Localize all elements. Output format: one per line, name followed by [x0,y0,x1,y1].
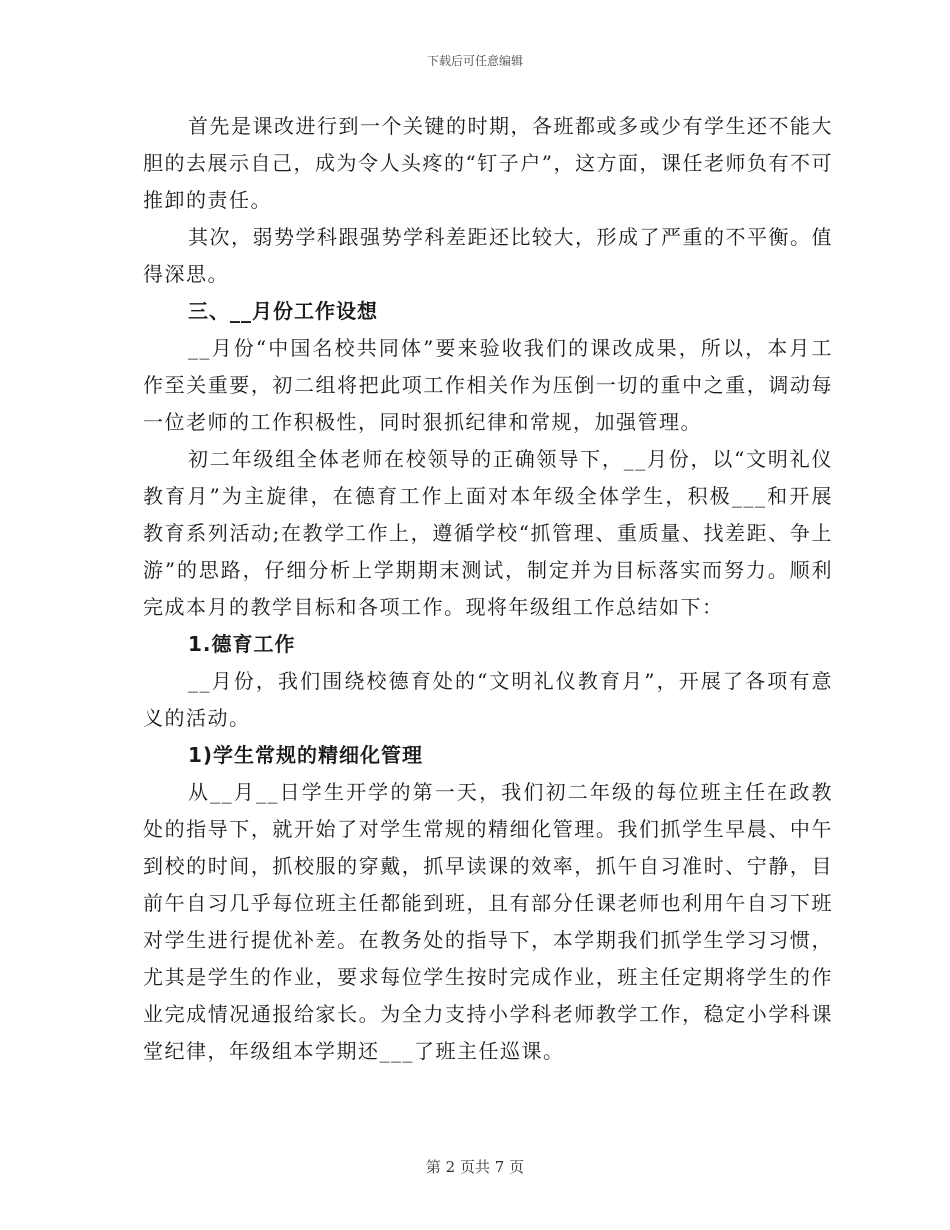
paragraph: 首先是课改进行到一个关键的时期，各班都或多或少有学生还不能大胆的去展示自己，成为令人头疼的“钉子户”，这方面，课任老师负有不可推卸的责任。 [143,114,833,212]
paragraph: 从__月__日学生开学的第一天，我们初二年级的每位班主任在政教处的指导下，就开始了对学生常规的精细化管理。我们抓学生早晨、中午到校的时间，抓校服的穿戴，抓早读课的效率，抓午自习准时、宁静，目前午自习几乎每位班主任都能到班，且有部分任课老师也利用午自习下班对学生进行提优补差。在教务处的指导下，本学期我们抓学生学习习惯，尤其是学生的作业，要求每位学生按时完成作业，班主任定期将学生的作业完成情况通报给家长。为全力支持小学科老师教学工作，稳定小学科课堂纪律，年级组本学期还___了班主任巡课。 [143,780,833,1063]
document-body [143,108,833,1070]
paragraph: 初二年级组全体老师在校领导的正确领导下，__月份，以“文明礼仪教育月”为主旋律，在德育工作上面对本年级全体学生，积极___和开展教育系列活动;在教学工作上，遵循学校“抓管理、重质量、找差距、争上游”的思路，仔细分析上学期期末测试，制定并为目标落实而努力。顺利完成本月的教学目标和各项工作。现将年级组工作总结如下： [143,447,833,619]
subsection-heading: 1)学生常规的精细化管理 [188,743,424,767]
subsection-heading: 1.德育工作 [188,632,296,656]
paragraph: __月份“中国名校共同体”要来验收我们的课改成果，所以，本月工作至关重要，初二组将把此项工作相关作为压倒一切的重中之重，调动每一位老师的工作积极性，同时狠抓纪律和常规，加强管理。 [143,336,833,434]
page-header: 下载后可任意编辑 [426,54,523,68]
paragraph: 其次，弱势学科跟强势学科差距还比较大，形成了严重的不平衡。值得深思。 [143,225,833,286]
paragraph: __月份，我们围绕校德育处的“文明礼仪教育月”，开展了各项有意义的活动。 [143,669,833,730]
page-number: 第 2 页共 7 页 [425,1158,525,1176]
section-heading: 三、__月份工作设想 [188,299,378,323]
